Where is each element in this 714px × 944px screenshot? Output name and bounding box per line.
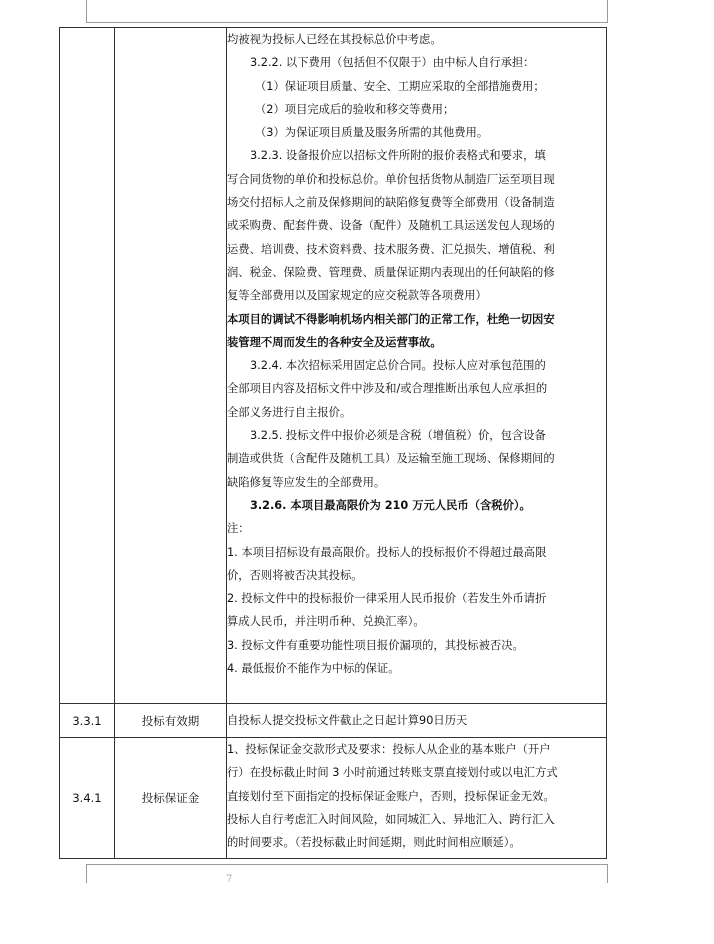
header-margin-frame: [86, 0, 608, 23]
text-line: 1、投标保证金交款形式及要求：投标人从企业的基本账户（开户: [227, 743, 551, 756]
cell-empty-name: [115, 28, 227, 704]
note-heading: 注：: [227, 522, 250, 536]
note-item: 算成人民币，并注明币种、兑换汇率）。: [227, 615, 425, 629]
text-line: 缺陷修复等应发生的全部费用。: [227, 475, 386, 489]
text-line: 投标人自行考虑汇入时间风险，如同城汇入、异地汇入、跨行汇入: [227, 812, 555, 826]
footer-margin-frame: [86, 864, 608, 883]
clause-3-2-6-max-price: 3.2.6. 本项目最高限价为 210 万元人民币（含税价）。: [250, 498, 531, 512]
cell-empty-number: [60, 28, 115, 704]
bold-notice-line: 装管理不周而发生的各种安全及运营事故。: [227, 335, 442, 349]
text-line: 行）在投标截止时间 3 小时前通过转账支票直接划付或以电汇方式: [227, 766, 558, 780]
clause-number-text: 3.3.1: [72, 713, 102, 728]
clause-3-2-4: 3.2.4. 本次招标采用固定总价合同。投标人应对承包范围的: [250, 359, 546, 373]
text-line: 或采购费、配套件费、设备（配件）及随机工具运送发包人现场的: [227, 219, 555, 233]
bold-notice-line: 本项目的调试不得影响机场内相关部门的正常工作，杜绝一切因安: [227, 312, 555, 326]
clause-number-text: 3.4.1: [72, 791, 102, 805]
pricing-content-cell: [227, 28, 607, 704]
bid-bond-content-cell: [227, 738, 607, 859]
list-item: （1）保证项目质量、安全、工期应采取的全部措施费用；: [255, 79, 545, 93]
table-row-validity: [60, 704, 607, 738]
text-line: 的时间要求。（若投标截止时间延期，则此时间相应顺延）。: [227, 836, 521, 850]
text-line: 运费、培训费、技术资料费、技术服务费、汇兑损失、增值税、利: [227, 242, 555, 256]
note-item: 3. 投标文件有重要功能性项目报价漏项的，其投标被否决。: [227, 638, 524, 652]
clause-name-text: 投标有效期: [141, 713, 200, 728]
text-line: 场交付招标人之前及保修期间的缺陷修复费等全部费用（设备制造: [227, 196, 555, 210]
list-item: （3）为保证项目质量及服务所需的其他费用。: [255, 126, 489, 140]
bid-terms-table: [59, 27, 607, 859]
text-line: 润、税金、保险费、管理费、质量保证期内表现出的任何缺陷的修: [227, 265, 555, 279]
clause-3-2-2: 3.2.2. 以下费用（包括但不仅限于）由中标人自行承担：: [250, 56, 535, 70]
note-item: 2. 投标文件中的投标报价一律采用人民币报价（若发生外币请折: [227, 592, 547, 606]
clause-3-2-3: 3.2.3. 设备报价应以招标文件所附的报价表格式和要求，填: [250, 149, 546, 163]
text-line: 全部义务进行自主报价。: [227, 405, 352, 419]
note-item: 价，否则将被否决其投标。: [227, 568, 363, 582]
clause-number: [60, 738, 115, 859]
clause-number: [60, 704, 115, 738]
table-row-pricing: [60, 28, 607, 704]
validity-text: 自投标人提交投标文件截止之日起计算90日历天: [227, 713, 468, 727]
clause-name: [115, 738, 227, 859]
clause-name-text: 投标保证金: [141, 791, 200, 805]
text-line: 制造或供货（含配件及随机工具）及运输至施工现场、保修期间的: [227, 452, 555, 466]
note-item: 4. 最低报价不能作为中标的保证。: [227, 662, 400, 676]
validity-content-cell: [227, 704, 607, 738]
table-row-bid-bond: [60, 738, 607, 859]
text-line: 写合同货物的单价和投标总价。单价包括货物从制造厂运至项目现: [227, 172, 555, 186]
clause-3-2-5: 3.2.5. 投标文件中报价必须是含税（增值税）价，包含设备: [250, 429, 546, 443]
clause-name: [115, 704, 227, 738]
text-line: 复等全部费用以及国家规定的应交税款等各项费用）: [227, 289, 487, 303]
note-item: 1. 本项目招标设有最高限价。投标人的投标报价不得超过最高限: [227, 545, 547, 559]
text-line: 全部项目内容及招标文件中涉及和/或合理推断出承包人应承担的: [227, 382, 548, 396]
text-line: 均被视为投标人已经在其投标总价中考虑。: [227, 33, 442, 46]
page-number: 7: [226, 874, 233, 885]
list-item: （2）项目完成后的验收和移交等费用；: [255, 102, 455, 116]
text-line: 直接划付至下面指定的投标保证金账户，否则，投标保证金无效。: [227, 789, 555, 803]
